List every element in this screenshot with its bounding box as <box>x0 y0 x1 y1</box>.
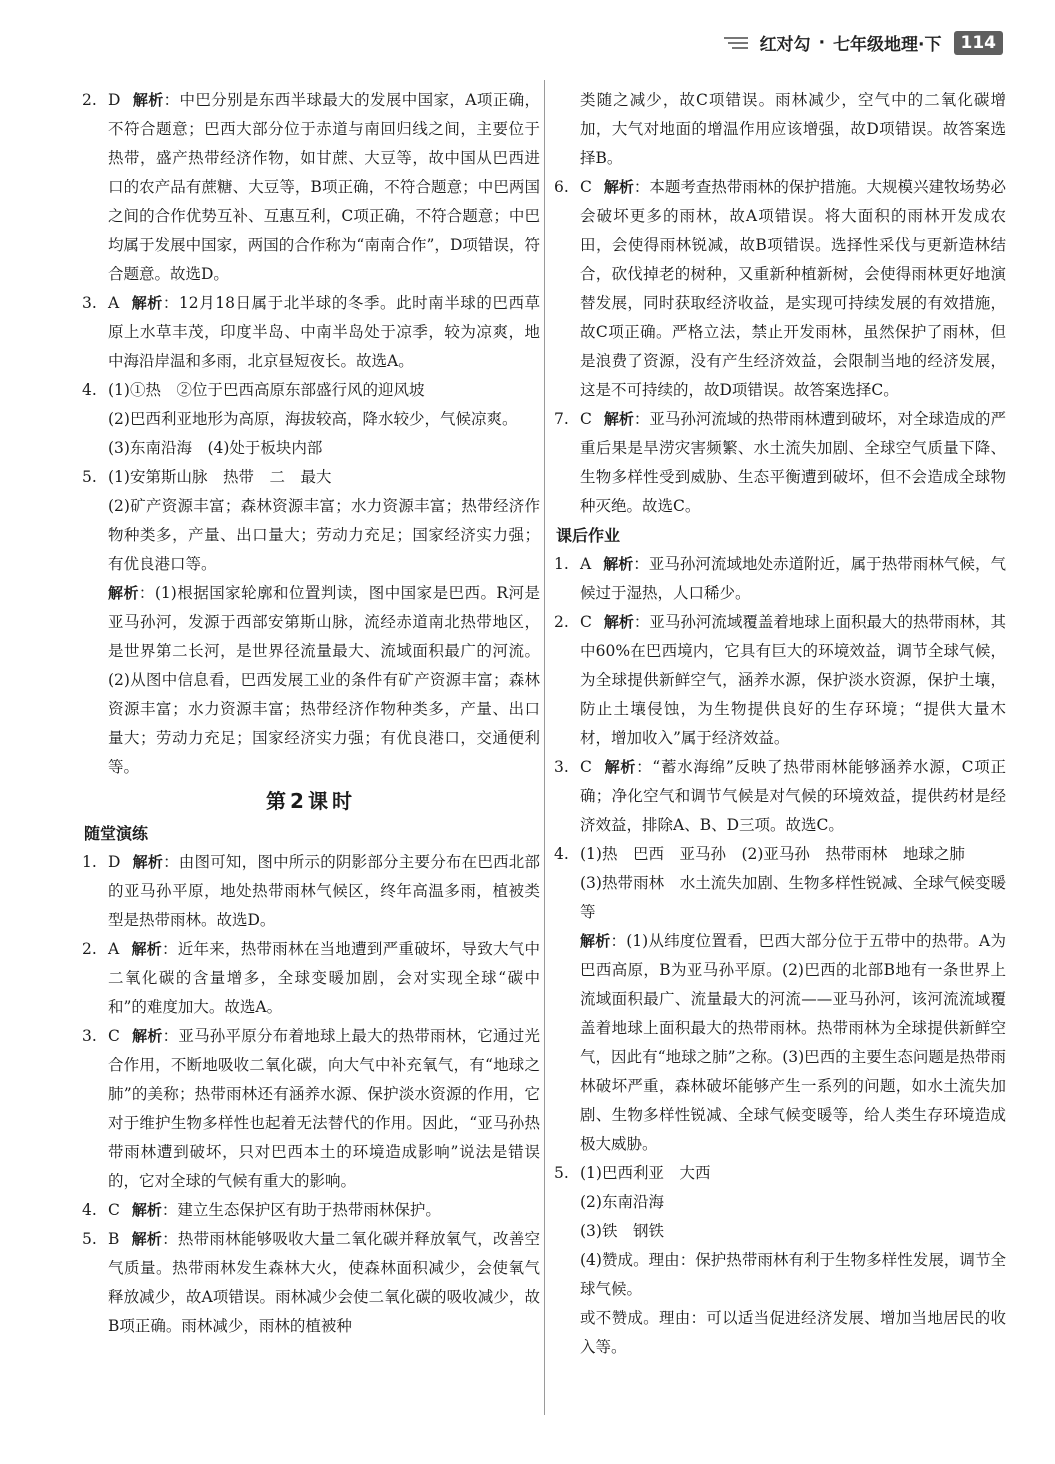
analysis-text: ：近年来，热带雨林在当地遭到严重破坏，导致大气中二氧化碳的含量增多，全球变暖加剧，会对实现全球“碳中和”的难度加大。故选A。 <box>108 940 540 1016</box>
item-number: 5. <box>82 1230 97 1248</box>
answer-item <box>554 405 1006 521</box>
answer-letter: C <box>580 758 592 776</box>
analysis-text: ：热带雨林能够吸收大量二氧化碳并释放氧气，改善空气质量。热带雨林发生森林大火，使森林面积减少，会使氧气释放减少，故A项错误。雨林减少会使二氧化碳的吸收减少，故B项正确。雨林减少，雨林的植被种 <box>108 1230 540 1335</box>
answer-letter: A <box>108 294 120 312</box>
analysis-text: ：(1)根据国家轮廓和位置判读，图中国家是巴西。R河是亚马孙河，发源于西部安第斯山脉，流经赤道南北热带地区，是世界第二长河，是世界径流量最大、流域面积最广的河流。(2)从图中信息看，巴西发展工业的条件有矿产资源丰富；森林资源丰富；水力资源丰富；热带经济作物种类多，产量、出口量大；劳动力充足；国家经济实力强；有优良港口，交通便利等。 <box>108 584 540 776</box>
analysis-keyword: 解析 <box>132 853 164 871</box>
continued-text: 类随之减少，故C项错误。雨林减少，空气中的二氧化碳增加，大气对地面的增温作用应该增强，故D项错误。故答案选择B。 <box>580 91 1006 167</box>
answer-letter: D <box>108 853 121 871</box>
analysis-text: ：由图可知，图中所示的阴影部分主要分布在巴西北部的亚马孙平原，地处热带雨林气候区，终年高温多雨，植被类型是热带雨林。故选D。 <box>108 853 540 929</box>
answer-item <box>82 463 540 492</box>
header-title: 七年级地理·下 <box>833 35 942 55</box>
analysis-keyword: 解析 <box>580 932 611 950</box>
item-number: 4. <box>82 1201 97 1219</box>
analysis-text: ：本题考查热带雨林的保护措施。大规模兴建牧场势必会破坏更多的雨林，故A项错误。将大面积的雨林开发成农田，会使得雨林锐减，故B项错误。选择性采伐与更新造林结合，砍伐掉老的树种，又重新种植新树，会使得雨林更好地演替发展，同时获取经济收益，是实现可持续发展的有效措施，故C项正确。严格立法，禁止开发雨林，虽然保护了雨林，但是浪费了资源，没有产生经济效益，会限制当地的经济发展，这是不可持续的，故D项错误。故答案选择C。 <box>580 178 1006 399</box>
item-number: 7. <box>554 410 569 428</box>
answer-item <box>82 86 540 289</box>
analysis-keyword: 解析 <box>131 1201 162 1219</box>
analysis-keyword: 解析 <box>603 758 637 776</box>
analysis-keyword: 解析 <box>603 555 634 573</box>
analysis-keyword: 解析 <box>131 294 163 312</box>
analysis-text: ：亚马孙河流域地处赤道附近，属于热带雨林气候，气候过于湿热，人口稀少。 <box>580 555 1006 602</box>
header-brand: 红对勾 <box>759 35 811 55</box>
analysis-text: ：亚马孙平原分布着地球上最大的热带雨林，它通过光合作用，不断地吸收二氧化碳，向大气中补充氧气，有“地球之肺”的美称；热带雨林还有涵养水源、保护淡水资源的作用，它对于维护生物多样性也起着无法替代的作用。因此，“亚马孙热带雨林遭到破坏，只对巴西本土的环境造成影响”说法是错误的，它对全球的气候有重大的影响。 <box>108 1027 540 1190</box>
item-number: 6. <box>554 178 569 196</box>
answer-item <box>82 848 540 935</box>
analysis-keyword: 解析 <box>603 178 634 196</box>
answer-letter: B <box>108 1230 120 1248</box>
header-lines-icon <box>724 37 748 49</box>
answer-line: (2)巴西利亚地形为高原，海拔较高，降水较少，气候凉爽。 <box>108 410 518 428</box>
answer-letter: C <box>580 410 592 428</box>
answer-line: (4)赞成。理由：保护热带雨林有利于生物多样性发展，调节全球气候。 <box>580 1251 1006 1298</box>
page-header <box>724 30 1003 55</box>
answer-item <box>554 608 1006 753</box>
answer-letter: C <box>108 1027 120 1045</box>
answer-item <box>82 376 540 405</box>
item-number: 2. <box>82 940 97 958</box>
analysis-text: ：“蓄水海绵”反映了热带雨林能够涵养水源，C项正确；净化空气和调节气候是对气候的环境效益，提供药材是经济效益，排除A、B、D三项。故选C。 <box>580 758 1006 834</box>
header-separator: · <box>818 32 826 53</box>
item-number: 5. <box>82 468 97 486</box>
answer-line: (1)①热 ②位于巴西高原东部盛行风的迎风坡 <box>108 381 425 399</box>
analysis-keyword: 解析 <box>603 410 634 428</box>
right-column <box>554 86 1006 1362</box>
analysis-text: ：亚马孙河流域的热带雨林遭到破坏，对全球造成的严重后果是旱涝灾害频繁、水土流失加剧、全球空气质量下降、生物多样性受到威胁、生态平衡遭到破坏，但不会造成全球物种灭绝。故选C。 <box>580 410 1006 515</box>
answer-item <box>554 840 1006 869</box>
answer-item <box>82 1022 540 1196</box>
subsection-title: 课后作业 <box>556 526 621 545</box>
item-number: 4. <box>554 845 569 863</box>
item-number: 5. <box>554 1164 569 1182</box>
answer-letter: A <box>108 940 120 958</box>
item-number: 3. <box>554 758 569 776</box>
answer-line: (2)东南沿海 <box>580 1193 664 1211</box>
answer-line: (3)热带雨林 水土流失加剧、生物多样性锐减、全球气候变暖等 <box>580 874 1006 921</box>
answer-line: (1)巴西利亚 大西 <box>580 1164 711 1182</box>
item-number: 2. <box>554 613 569 631</box>
answer-line: (1)安第斯山脉 热带 二 最大 <box>108 468 332 486</box>
analysis-keyword: 解析 <box>132 91 164 109</box>
answer-item <box>554 1159 1006 1188</box>
answer-item <box>554 173 1006 405</box>
analysis-keyword: 解析 <box>131 1027 163 1045</box>
analysis-paragraph <box>554 927 1006 1159</box>
answer-item <box>82 1196 540 1225</box>
analysis-text: ：建立生态保护区有助于热带雨林保护。 <box>161 1201 441 1219</box>
analysis-paragraph <box>82 579 540 782</box>
answer-letter: D <box>108 91 121 109</box>
item-number: 4. <box>82 381 97 399</box>
subsection-title: 随堂演练 <box>84 824 149 843</box>
item-number: 3. <box>82 1027 97 1045</box>
answer-item <box>554 753 1006 840</box>
answer-item <box>82 289 540 376</box>
answer-line: (3)铁 钢铁 <box>580 1222 664 1240</box>
item-number: 3. <box>82 294 97 312</box>
answer-line: (1)热 巴西 亚马孙 (2)亚马孙 热带雨林 地球之肺 <box>580 845 965 863</box>
answer-item <box>82 935 540 1022</box>
answer-letter: A <box>580 555 592 573</box>
page-number: 114 <box>954 31 1004 55</box>
section-title: 第2课时 <box>266 789 356 813</box>
analysis-text: ：中巴分别是东西半球最大的发展中国家，A项正确，不符合题意；巴西大部分位于赤道与南回归线之间，主要位于热带，盛产热带经济作物，如甘蔗、大豆等，故中国从巴西进口的农产品有蔗糖、大豆等，B项正确，不符合题意；中巴两国之间的合作优势互补、互惠互利，C项正确，不符合题意；中巴均属于发展中国家，两国的合作称为“南南合作”，D项错误，符合题意。故选D。 <box>108 91 540 283</box>
item-number: 1. <box>554 555 569 573</box>
analysis-text: ：(1)从纬度位置看，巴西大部分位于五带中的热带。A为巴西高原，B为亚马孙平原。(2)巴西的北部B地有一条世界上流域面积最广、流量最大的河流——亚马孙河，该河流流域覆盖着地球上面积最大的热带雨林。热带雨林为全球提供新鲜空气，因此有“地球之肺”之称。(3)巴西的主要生态问题是热带雨林破坏严重，森林破坏能够产生一系列的问题，如水土流失加剧、生物多样性锐减、全球气候变暖等，给人类生存环境造成极大威胁。 <box>580 932 1006 1153</box>
analysis-text: ：12月18日属于北半球的冬季。此时南半球的巴西草原上水草丰茂，印度半岛、中南半岛处于凉季，较为凉爽，地中海沿岸温和多雨，北京昼短夜长。故选A。 <box>108 294 540 370</box>
answer-letter: C <box>580 613 592 631</box>
column-divider <box>544 80 545 1415</box>
analysis-keyword: 解析 <box>603 613 634 631</box>
item-number: 1. <box>82 853 97 871</box>
analysis-keyword: 解析 <box>131 940 162 958</box>
analysis-keyword: 解析 <box>108 584 139 602</box>
left-column <box>82 86 540 1341</box>
answer-letter: C <box>580 178 592 196</box>
item-number: 2. <box>82 91 97 109</box>
answer-letter: C <box>108 1201 120 1219</box>
answer-line: (2)矿产资源丰富；森林资源丰富；水力资源丰富；热带经济作物种类多，产量、出口量大；劳动力充足；国家经济实力强；有优良港口等。 <box>108 497 540 573</box>
analysis-keyword: 解析 <box>131 1230 163 1248</box>
answer-line: (3)东南沿海 (4)处于板块内部 <box>108 439 323 457</box>
answer-item <box>554 550 1006 608</box>
answer-item <box>82 1225 540 1341</box>
analysis-text: ：亚马孙河流域覆盖着地球上面积最大的热带雨林，其中60%在巴西境内，它具有巨大的环境效益，调节全球气候，为全球提供新鲜空气，涵养水源，保护淡水资源，保护土壤，防止土壤侵蚀，为生物提供良好的生存环境；“提供大量木材，增加收入”属于经济效益。 <box>580 613 1006 747</box>
answer-line: 或不赞成。理由：可以适当促进经济发展、增加当地居民的收入等。 <box>580 1309 1006 1356</box>
